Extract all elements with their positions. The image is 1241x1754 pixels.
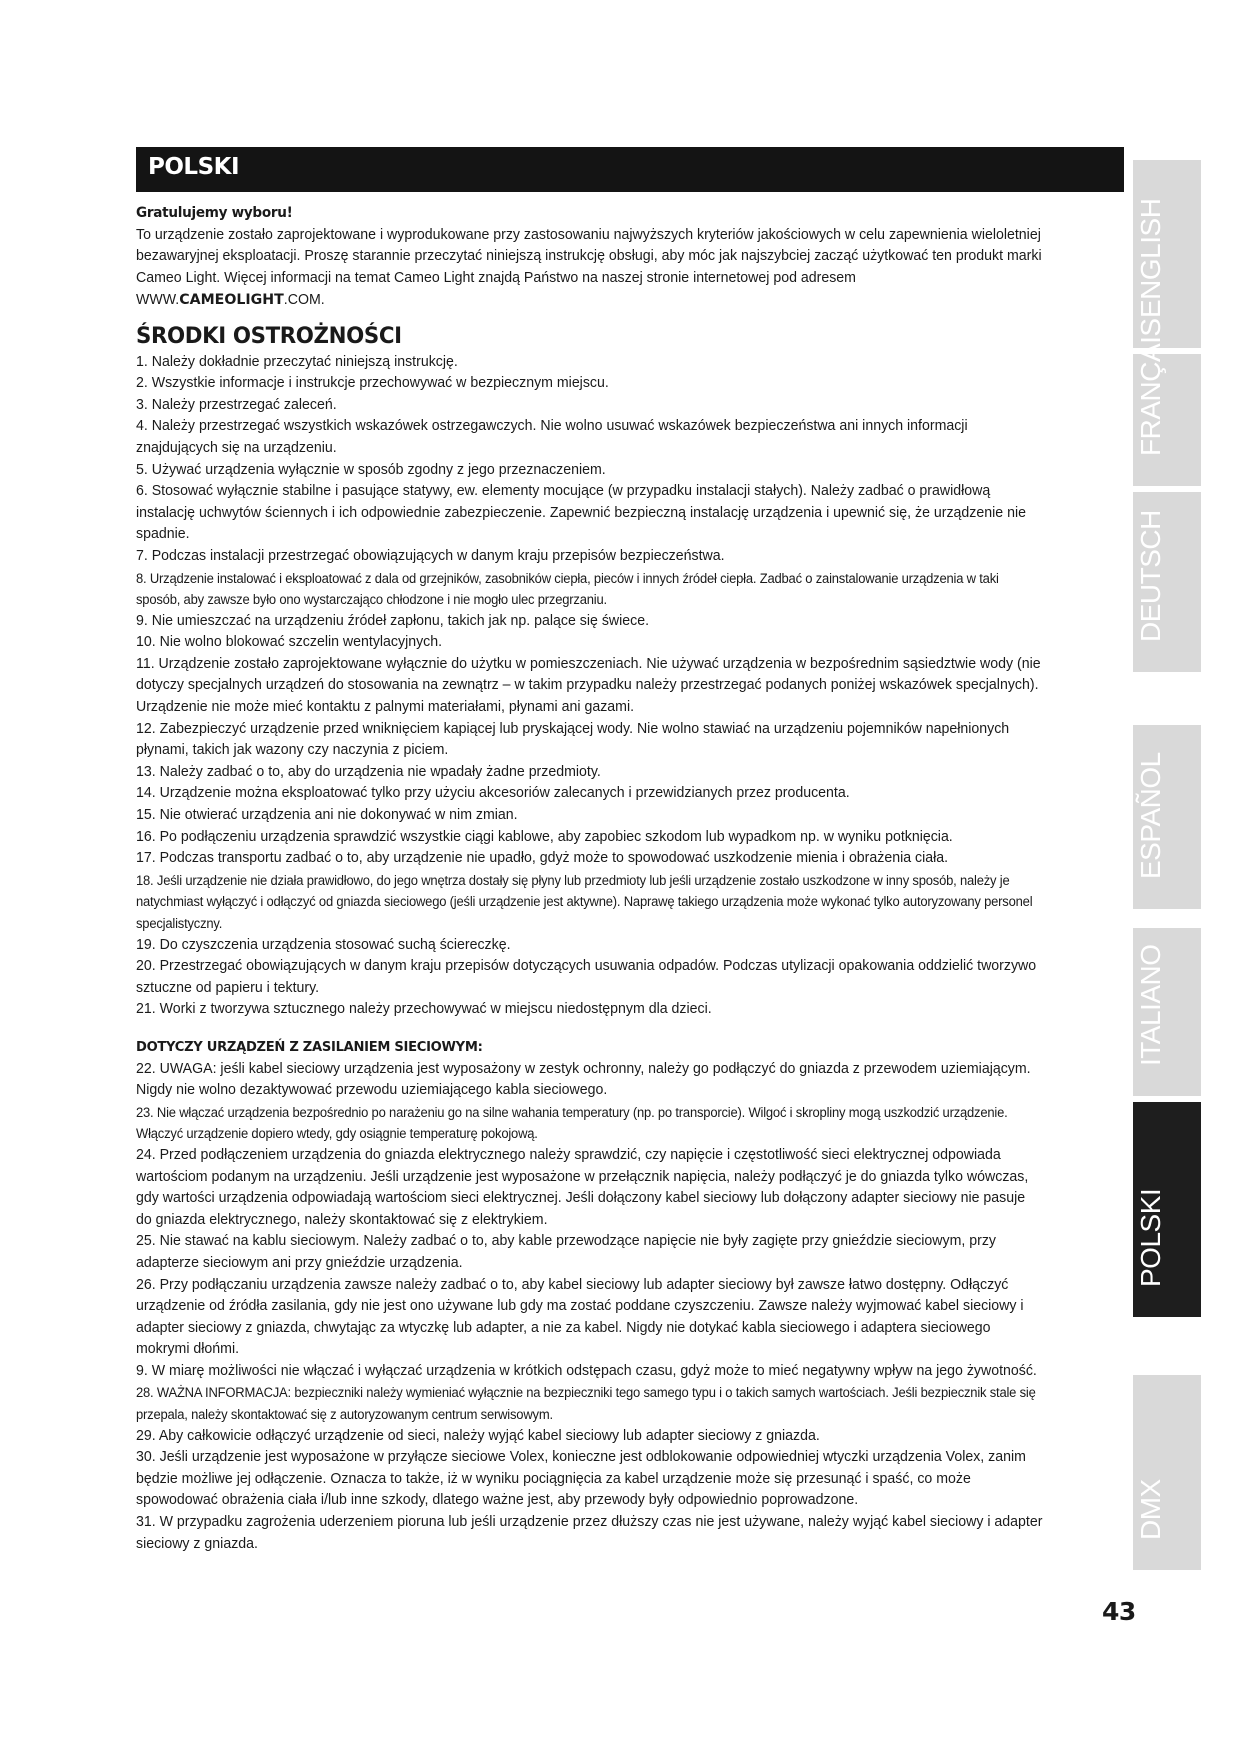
list-item: 29. Aby całkowicie odłączyć urządzenie od sieci, należy wyjąć kabel sieciowy lub adapter sieciowy z gniazda. [136,1427,820,1444]
list-item: 14. Urządzenie można eksploatować tylko przy użyciu akcesoriów zalecanych i przewidzianych przez producenta. [136,785,850,802]
intro-text-end: .COM. [283,292,325,309]
list-item: 13. Należy zadbać o to, aby do urządzenia nie wpadały żadne przedmioty. [136,763,601,780]
tab-polski[interactable] [1133,1102,1201,1317]
tab-espanol[interactable] [1133,725,1201,909]
list-item: 15. Nie otwierać urządzenia ani nie dokonywać w nim zmian. [136,807,518,824]
list-item: 19. Do czyszczenia urządzenia stosować suchą ściereczkę. [136,936,511,953]
tab-label: DEUTSCH [1135,510,1166,642]
list-item: 21. Worki z tworzywa sztucznego należy przechowywać w miejscu niedostępnym dla dzieci. [136,1001,712,1018]
list-item: 8. Urządzenie instalować i eksploatować z dala od grzejników, zasobników ciepła, pieców i innych źródeł ciepła. Zadbać o zainstalowanie urządzenia w taki sposób, aby zawsze było ono wystarczająco chłodzone i nie mogło ulec przegrzaniu. [136,570,999,608]
list-item: 12. Zabezpieczyć urządzenie przed wniknięciem kapiącej lub pryskającej wody. Nie wolno stawiać na urządzeniu pojemników napełnionych płynami, takich jak wazony czy naczynia z piciem. [136,720,1010,759]
brand-name: CAMEOLIGHT [179,291,284,309]
list-item: 17. Podczas transportu zadbać o to, aby urządzenie nie upadło, gdyż może to spowodować uszkodzenie mienia i obrażenia ciała. [136,850,949,867]
list-item: 23. Nie włączać urządzenia bezpośrednio po narażeniu go na silne wahania temperatury (np. po transporcie). Wilgoć i skropliny mogą uszkodzić urządzenie. Włączyć urządzenie dopiero wtedy, gdy osiągnie temperaturę pokojową. [136,1104,1008,1142]
list-item: 22. UWAGA: jeśli kabel sieciowy urządzenia jest wyposażony w zestyk ochronny, należy go podłączyć do gniazda z przewodem uziemiającym. Nigdy nie wolno dezaktywować przewodu uziemiającego kabla sieciowego. [136,1060,1031,1099]
list-item: 1. Należy dokładnie przeczytać niniejszą instrukcję. [136,353,458,370]
tab-dmx[interactable] [1133,1375,1201,1570]
intro-paragraph [136,225,1044,312]
tab-label: ITALIANO [1135,944,1166,1066]
list-item: 6. Stosować wyłącznie stabilne i pasujące statywy, ew. elementy mocujące (w przypadku instalacji stałych). Należy zadbać o prawidłową instalację uchwytów ściennych i ich odpowiednie zabezpieczenie. Zapewnić bezpieczną instalację urządzenia i upewnić się, że urządzenie nie spadnie. [136,483,1026,543]
section-banner [136,147,1124,192]
tab-label: DMX [1135,1479,1166,1540]
precautions-heading: ŚRODKI OSTROŻNOŚCI [136,323,402,349]
list-item: 18. Jeśli urządzenie nie działa prawidłowo, do jego wnętrza dostały się płyny lub przedmioty lub jeśli urządzenie zostało uszkodzone w inny sposób, należy je natychmiast wyłączyć i odłączyć od gniazda sieciowego (jeśli urządzenie jest aktywne). Naprawę takiego urządzenia może wykonać tylko autoryzowany personel specjalistyczny. [136,872,1033,931]
list-item: 4. Należy przestrzegać wszystkich wskazówek ostrzegawczych. Nie wolno usuwać wskazówek bezpieczeństwa ani innych informacji znajdujących się na urządzeniu. [136,418,968,456]
intro-text: To urządzenie zostało zaprojektowane i wyprodukowane przy zastosowaniu najwyższych kryteriów jakościowych w celu zapewnienia wieloletniej bezawaryjnej eksploatacji. Proszę starannie przeczytać niniejszą instrukcję obsługi, aby móc jak najszybciej zacząć użytkować ten produkt marki Cameo Light. Więcej informacji na temat Cameo Light znajdą Państwo na naszej stronie internetowej pod adresem WWW. [136,226,1042,309]
list-item: 24. Przed podłączeniem urządzenia do gniazda elektrycznego należy sprawdzić, czy napięcie i częstotliwość sieci elektrycznej odpowiada wartościom podanym na urządzeniu. Jeśli urządzenie jest wyposażone w przełącznik napięcia, należy podłączyć je do gniazda tylko wówczas, gdy wartości urządzenia odpowiadają wartościom sieci elektrycznej. Jeśli dołączony kabel sieciowy lub dołączony adapter sieciowy nie pasuje do gniazda elektrycznego, należy skontaktować się z elektrykiem. [136,1146,1029,1228]
list-item: 9. Nie umieszczać na urządzeniu źródeł zapłonu, takich jak np. palące się świece. [136,612,650,629]
list-item: 20. Przestrzegać obowiązujących w danym kraju przepisów dotyczących usuwania odpadów. Podczas utylizacji opakowania oddzielić tworzywo sztuczne od papieru i tektury. [136,958,1037,996]
tab-francais[interactable] [1133,318,1201,486]
tab-label: ESPAÑOL [1135,752,1166,879]
banner-title: POLSKI [148,154,240,180]
page-number: 43 [1102,1597,1136,1626]
list-item: 28. WAŻNA INFORMACJA: bezpieczniki należy wymieniać wyłącznie na bezpieczniki tego samego typu i o takich samych wartościach. Jeśli bezpiecznik stale się przepala, należy skontaktować się z autoryzowanym centrum serwisowym. [136,1385,1036,1423]
mains-heading: DOTYCZY URZĄDZEŃ Z ZASILANIEM SIECIOWYM: [136,1038,483,1055]
main-content [136,203,1044,1555]
tab-italiano[interactable] [1133,928,1201,1096]
tab-label: POLSKI [1135,1188,1166,1287]
list-item: 30. Jeśli urządzenie jest wyposażone w przyłącze sieciowe Volex, konieczne jest odblokowanie odpowiedniej wtyczki urządzenia Volex, zanim będzie możliwe jej odłączenie. Oznacza to także, iż w wyniku pociągnięcia za kabel urządzenie może się przesunąć i spaść, co może spowodować obrażenia ciała i/lub inne szkody, dlatego ważne jest, aby przewody były odpowiednio poprowadzone. [136,1449,1026,1509]
precautions-list [136,352,1044,1021]
tab-deutsch[interactable] [1133,492,1201,672]
list-item: 5. Używać urządzenia wyłącznie w sposób zgodny z jego przeznaczeniem. [136,461,606,478]
list-item: 10. Nie wolno blokować szczelin wentylacyjnych. [136,634,443,651]
tab-label: ENGLISH [1135,198,1166,318]
list-item: 2. Wszystkie informacje i instrukcje przechowywać w bezpiecznym miejscu. [136,375,609,392]
intro-heading: Gratulujemy wyboru! [136,205,293,221]
list-item: 31. W przypadku zagrożenia uderzeniem pioruna lub jeśli urządzenie przez dłuższy czas nie jest używane, należy wyjąć kabel sieciowy i adapter sieciowy z gniazda. [136,1514,1043,1552]
list-item: 7. Podczas instalacji przestrzegać obowiązujących w danym kraju przepisów bezpieczeństwa. [136,547,725,564]
list-item: 25. Nie stawać na kablu sieciowym. Należy zadbać o to, aby kable przewodzące napięcie nie były zagięte przy gnieździe sieciowym, przy adapterze sieciowym ani przy gnieździe urządzenia. [136,1233,997,1271]
tab-label: FRANÇAIS [1135,318,1166,456]
mains-list [136,1059,1044,1556]
list-item: 16. Po podłączeniu urządzenia sprawdzić wszystkie ciągi kablowe, aby zapobiec szkodom lub wypadkom np. w wyniku potknięcia. [136,828,953,845]
list-item: 9. W miarę możliwości nie włączać i wyłączać urządzenia w krótkich odstępach czasu, gdyż może to mieć negatywny wpływ na jego żywotność. [136,1362,1037,1379]
list-item: 11. Urządzenie zostało zaprojektowane wyłącznie do użytku w pomieszczeniach. Nie używać urządzenia w bezpośrednim sąsiedztwie wody (nie dotyczy specjalnych urządzeń do stosowania na zewnątrz – w takim przypadku należy przestrzegać podanych poniżej wskazówek specjalnych). Urządzenie nie może mieć kontaktu z palnymi materiałami, płynami ani gazami. [136,655,1041,716]
list-item: 3. Należy przestrzegać zaleceń. [136,396,337,413]
list-item: 26. Przy podłączaniu urządzenia zawsze należy zadbać o to, aby kabel sieciowy lub adapter sieciowy był zawsze łatwo dostępny. Odłączyć urządzenie od źródła zasilania, gdy nie jest ono używane lub gdy ma zostać poddane czyszczeniu. Zawsze należy wyjmować kabel sieciowy i adapter sieciowy z gniazda, chwytając za wtyczkę lub adapter, a nie za kabel. Nigdy nie dotykać kabla sieciowego i adaptera sieciowego mokrymi dłońmi. [136,1276,1024,1358]
